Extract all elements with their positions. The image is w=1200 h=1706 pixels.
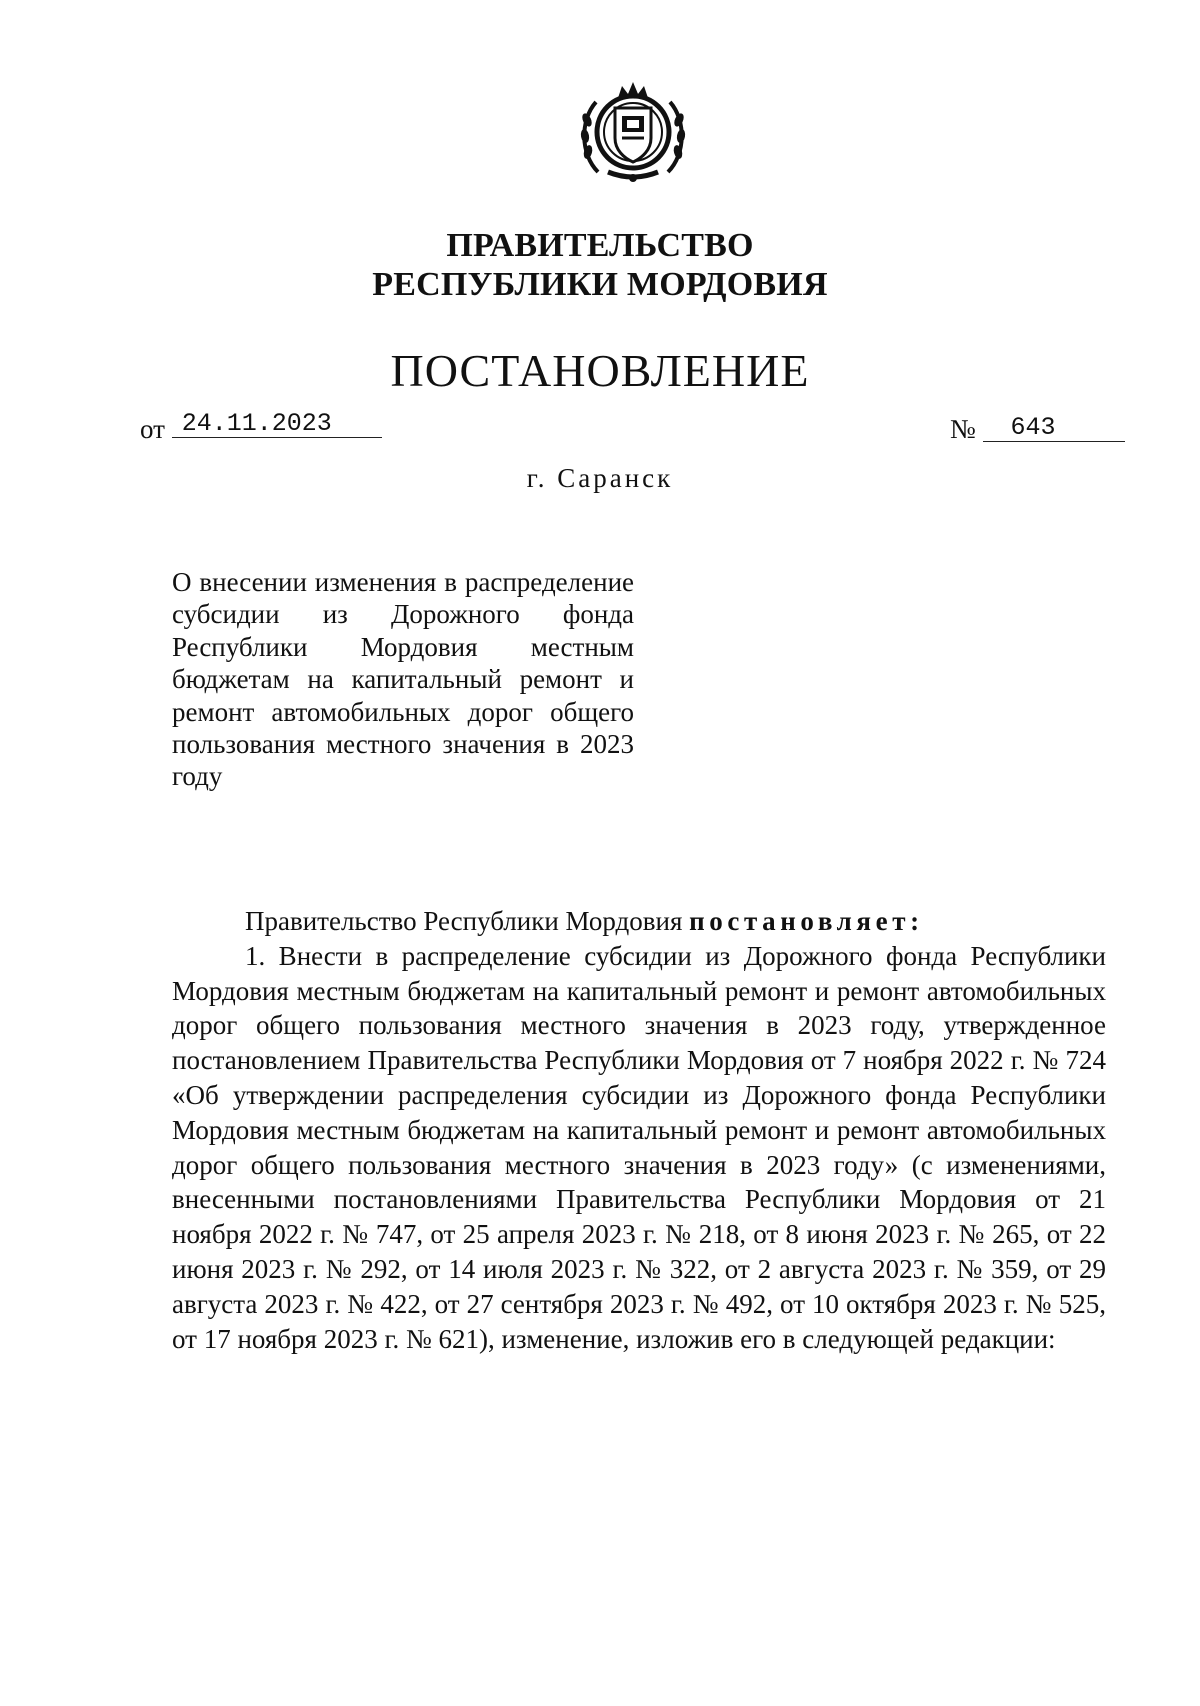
document-date: [140, 409, 382, 446]
city-name: г. Саранск: [526, 463, 674, 493]
number-prefix: №: [950, 414, 976, 444]
document-body: [172, 904, 1106, 1356]
preamble-text: Правительство Республики Мордовия: [245, 906, 683, 936]
date-prefix: от: [140, 414, 165, 444]
document-type-title: ПОСТАНОВЛЕНИЕ: [390, 345, 810, 396]
date-value: 24.11.2023: [172, 411, 382, 438]
document-subject: О внесении изменения в распределение субсидии из Дорожного фонда Республики Мордовия местным бюджетам на капитальный ремонт и ремонт автомобильных дорог общего пользования местного значения в 2023 году: [172, 567, 634, 792]
government-name-line1: ПРАВИТЕЛЬСТВО: [446, 227, 754, 264]
item-1-paragraph: 1. Внести в распределение субсидии из Дорожного фонда Республики Мордовия местным бюджетам на капитальный ремонт и ремонт автомобильных дорог общего пользования местного значения в 2023 году, утвержденное постановлением Правительства Республики Мордовия от 7 ноября 2022 г. № 724 «Об утверждении распределения субсидии из Дорожного фонда Республики Мордовия местным бюджетам на капитальный ремонт и ремонт автомобильных дорог общего пользования местного значения в 2023 году» (с изменениями, внесенными постановлениями Правительства Республики Мордовия от 21 ноября 2022 г. № 747, от 25 апреля 2023 г. № 218, от 8 июня 2023 г. № 265, от 22 июня 2023 г. № 292, от 14 июля 2023 г. № 322, от 2 августа 2023 г. № 359, от 29 августа 2023 г. № 422, от 27 сентября 2023 г. № 492, от 10 октября 2023 г. № 525, от 17 ноября 2023 г. № 621), изменение, изложив его в следующей редакции:: [172, 940, 1106, 1354]
document-number: [950, 412, 1125, 446]
coat-of-arms-icon: [578, 80, 688, 188]
preamble-emphasis: постановляет:: [689, 906, 924, 936]
number-value: 643: [983, 415, 1125, 442]
preamble-paragraph: [172, 904, 1106, 939]
government-name-line2: РЕСПУБЛИКИ МОРДОВИЯ: [372, 266, 828, 303]
